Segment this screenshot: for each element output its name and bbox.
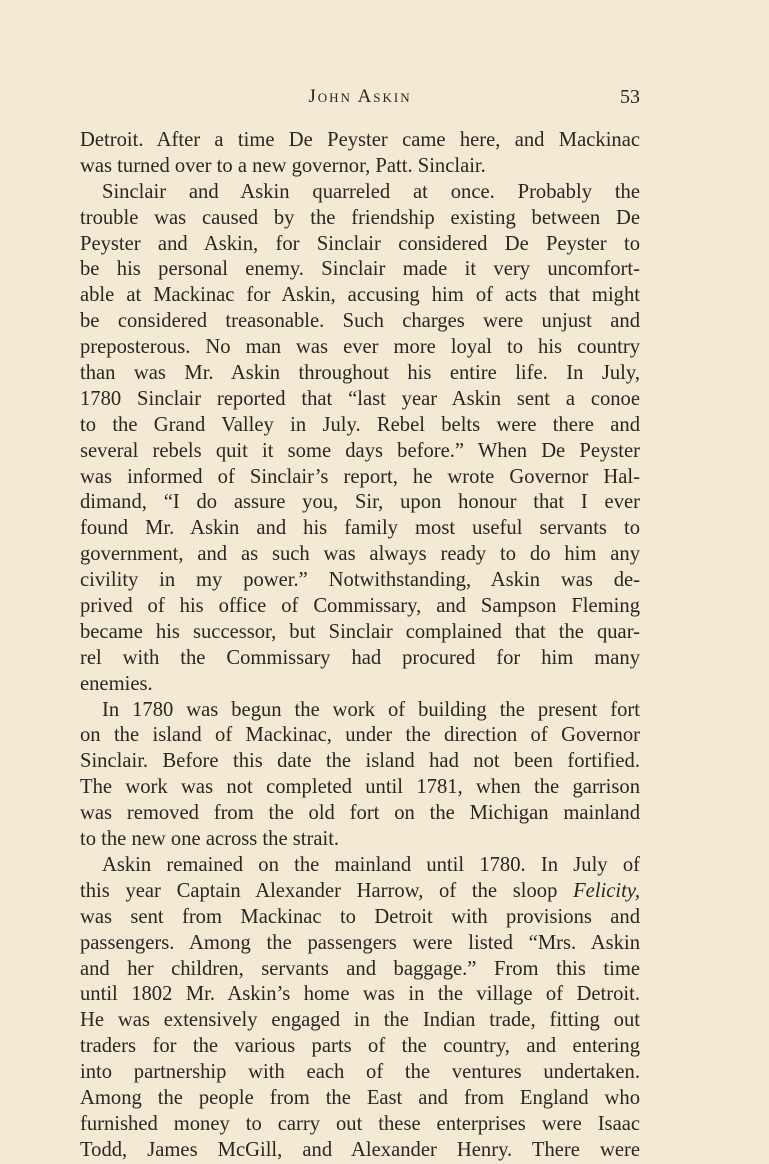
text-line-content: on the island of Mackinac, under the direction of Governor — [80, 724, 640, 747]
text-line-content: until 1802 Mr. Askin’s home was in the village of Detroit. — [80, 983, 640, 1006]
text-line-content: Todd, James McGill, and Alexander Henry. There were — [80, 1138, 640, 1161]
text-line — [80, 257, 640, 283]
text-line — [80, 309, 640, 335]
text-line — [80, 646, 640, 672]
text-line — [80, 749, 640, 775]
text-line — [80, 154, 640, 180]
text-line-content: found Mr. Askin and his family most useful servants to — [80, 517, 640, 540]
page-number: 53 — [620, 86, 640, 108]
text-line-content: The work was not completed until 1781, when the garrison — [80, 776, 640, 799]
text-line — [80, 335, 640, 361]
text-line-content: trouble was caused by the friendship existing between De — [80, 206, 640, 229]
text-line-content: Sinclair and Askin quarreled at once. Probably the — [102, 180, 640, 203]
text-line — [80, 542, 640, 568]
text-line-content: be his personal enemy. Sinclair made it very uncomfort- — [80, 258, 640, 281]
body-text — [80, 128, 640, 1164]
running-head: John Askin — [308, 86, 412, 107]
text-line — [80, 206, 640, 232]
text-line — [80, 1008, 640, 1034]
text-line-content: government, and as such was always ready to do him any — [80, 543, 640, 566]
text-line-content: prived of his office of Commissary, and Sampson Fleming — [80, 595, 640, 618]
text-line-content: was informed of Sinclair’s report, he wrote Governor Hal- — [80, 465, 640, 488]
text-line — [80, 128, 640, 154]
text-line-content: than was Mr. Askin throughout his entire life. In July, — [80, 362, 640, 385]
text-line — [80, 232, 640, 258]
text-line — [80, 516, 640, 542]
text-line — [80, 180, 640, 206]
text-line — [80, 361, 640, 387]
text-line — [80, 982, 640, 1008]
page-header — [80, 86, 640, 116]
text-line — [80, 1034, 640, 1060]
text-line-content: Peyster and Askin, for Sinclair considered De Peyster to — [80, 232, 640, 255]
text-line-content: be considered treasonable. Such charges were unjust and — [80, 310, 640, 333]
text-line-content: became his successor, but Sinclair complained that the quar- — [80, 620, 640, 643]
text-line-content: civility in my power.” Notwithstanding, Askin was de- — [80, 569, 640, 592]
text-line-content: Askin remained on the mainland until 1780. In July of — [102, 853, 640, 876]
text-line — [80, 1060, 640, 1086]
text-line — [80, 283, 640, 309]
text-line — [80, 465, 640, 491]
text-line-content: traders for the various parts of the country, and entering — [80, 1035, 640, 1058]
text-line — [80, 827, 640, 853]
text-line — [80, 1112, 640, 1138]
text-line — [80, 568, 640, 594]
text-line — [80, 905, 640, 931]
text-line — [80, 1086, 640, 1112]
text-line-content: preposterous. No man was ever more loyal to his country — [80, 336, 640, 359]
text-line-content: Detroit. After a time De Peyster came here, and Mackinac — [80, 129, 640, 151]
text-line-content: dimand, “I do assure you, Sir, upon honour that I ever — [80, 491, 640, 514]
text-line-content: Sinclair. Before this date the island had not been fortified. — [80, 750, 640, 773]
text-line-content: to the new one across the strait. — [80, 828, 340, 851]
text-line — [80, 413, 640, 439]
text-line-content: enemies. — [80, 672, 153, 695]
text-line-content: several rebels quit it some days before.” When De Peyster — [80, 439, 640, 462]
text-line-content: this year Captain Alexander Harrow, of the sloop — [80, 879, 558, 902]
text-line — [80, 672, 640, 698]
text-line — [80, 620, 640, 646]
text-line — [80, 853, 640, 879]
text-line-content: In 1780 was begun the work of building the present fort — [102, 698, 640, 721]
text-line — [80, 879, 640, 905]
text-line-content: rel with the Commissary had procured for him many — [80, 646, 640, 669]
text-line — [80, 439, 640, 465]
text-line-content: passengers. Among the passengers were listed “Mrs. Askin — [80, 931, 640, 954]
text-line-content: Among the people from the East and from England who — [80, 1086, 640, 1109]
text-line-content: was sent from Mackinac to Detroit with provisions and — [80, 905, 640, 928]
text-line — [80, 723, 640, 749]
text-line-content: and her children, servants and baggage.” From this time — [80, 957, 640, 980]
text-line — [80, 387, 640, 413]
text-line-content: was removed from the old fort on the Michigan mainland — [80, 802, 640, 825]
text-line-content: able at Mackinac for Askin, accusing him of acts that might — [80, 284, 640, 307]
text-line — [80, 594, 640, 620]
text-line — [80, 1138, 640, 1164]
text-line-content: into partnership with each of the ventures undertaken. — [80, 1061, 640, 1084]
italic-ship-name: Felicity, — [573, 879, 640, 902]
text-line-content: was turned over to a new governor, Patt. Sinclair. — [80, 154, 486, 177]
text-line-content: furnished money to carry out these enterprises were Isaac — [80, 1112, 640, 1135]
text-line-content: He was extensively engaged in the Indian trade, fitting out — [80, 1009, 640, 1032]
text-line — [80, 698, 640, 724]
text-line — [80, 775, 640, 801]
text-line-content: 1780 Sinclair reported that “last year Askin sent a conoe — [80, 387, 640, 410]
text-line — [80, 931, 640, 957]
text-line — [80, 957, 640, 983]
text-line-content: to the Grand Valley in July. Rebel belts were there and — [80, 413, 640, 436]
text-line — [80, 801, 640, 827]
text-line — [80, 490, 640, 516]
